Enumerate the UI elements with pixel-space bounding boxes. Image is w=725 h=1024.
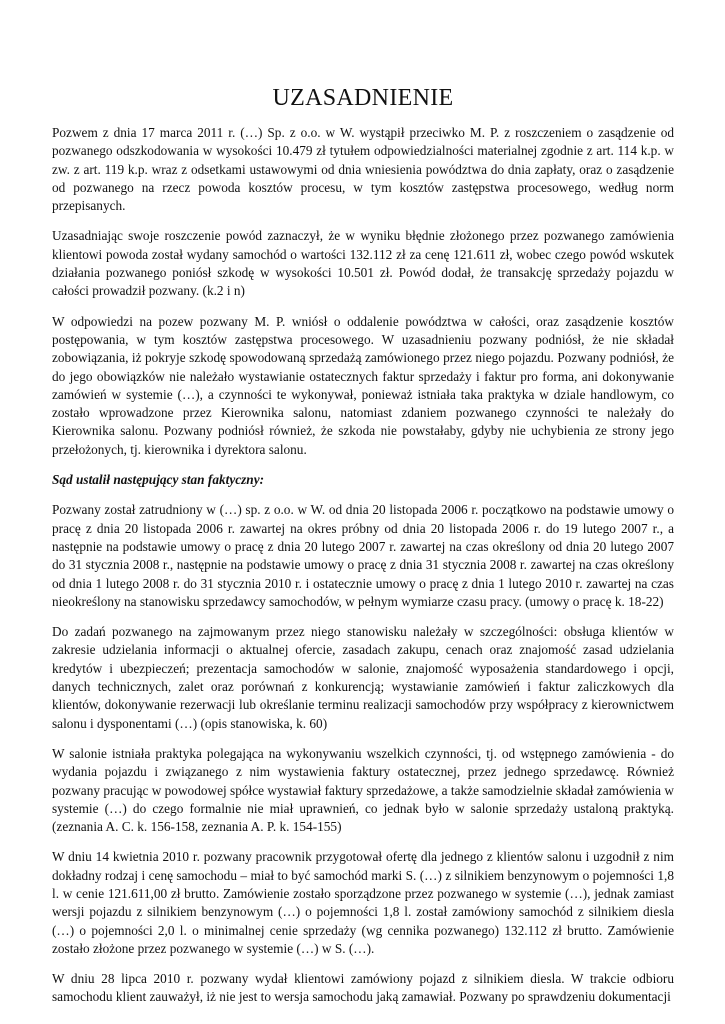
document-page [52, 84, 674, 1019]
paragraph-practice: W salonie istniała praktyka polegająca na wykonywaniu wszelkich czynności, tj. od wstępnego zamówienia - do wydania pojazdu i związanego z nim wystawienia faktury ostatecznej, przez jednego sprzedawcę. Również pozwany pracując w powodowej spółce wystawiał faktury sprzedażowe, a także samodzielnie składał zamówienia w systemie (…) do czego formalnie nie miał uprawnień, co jednak było w salonie sprzedaży ustaloną praktyką. (zeznania A. C. k. 156-158, zeznania A. P. k. 154-155) [52, 745, 674, 835]
paragraph-employment: Pozwany został zatrudniony w (…) sp. z o.o. w W. od dnia 20 listopada 2006 r. początkowo na podstawie umowy o pracę z dnia 20 listopada 2006 r. zawartej na okres próbny od dnia 20 listopada 2006 r. do 19 lutego 2007 r., a następnie na podstawie umowy o pracę z dnia 20 lutego 2007 r. zawartej na czas określony od dnia 20 lutego 2007 do 31 stycznia 2008 r., następnie na podstawie umowy o pracę z dnia 31 stycznia 2008 r. zawartej na czas określony od dnia 1 lutego 2008 r. do 31 stycznia 2010 r. i ostatecznie umowy o pracę z dnia 1 lutego 2010 r. zawartej na czas nieokreślony na stanowisku sprzedawcy samochodów, w pełnym wymiarze czasu pracy. (umowy o pracę k. 18-22) [52, 502, 674, 609]
paragraph-justification: Uzasadniając swoje roszczenie powód zaznaczył, że w wyniku błędnie złożonego przez pozwanego zamówienia klientowi powoda został wydany samochód o wartości 132.112 zł za cenę 121.611 zł, wobec czego powód wskutek działania pozwanego poniósł szkodę w wysokości 10.501 zł. Powód dodał, że transakcję sprzedaży pojazdu w całości prowadził pozwany. (k.2 i n) [52, 228, 674, 299]
paragraph-response: W odpowiedzi na pozew pozwany M. P. wniósł o oddalenie powództwa w całości, oraz zasądzenie kosztów postępowania, w tym kosztów zastępstwa procesowego. W uzasadnieniu pozwany podniósł, że nie składał zobowiązania, iż pokryje szkodę spowodowaną sprzedażą zamówionego przez niego pojazdu. Pozwany podniósł, że do jego obowiązków nie należało wystawianie ostatecznych faktur sprzedaży i faktur pro forma, ani dokonywanie zamówień w systemie (…), a czynności te wykonywał, ponieważ istniała taka praktyka w dziale handlowym, co zostało wprowadzone przez Kierownika salonu, natomiast zdaniem pozwanego czynności te należały do Kierownika salonu. Pozwany podniósł również, że szkoda nie powstałaby, gdyby nie uchybienia ze strony jego przełożonych, tj. kierownika i dyrektora salonu. [52, 313, 674, 457]
section-heading: Sąd ustalił następujący stan faktyczny: [52, 472, 265, 488]
document-title: UZASADNIENIE [272, 85, 454, 111]
paragraph-order: W dniu 14 kwietnia 2010 r. pozwany pracownik przygotował ofertę dla jednego z klientów salonu i uzgodnił z nim dokładny rodzaj i cenę samochodu – miał to być samochód marki S. (…) z silnikiem benzynowym o pojemności 1,8 l. w cenie 121.611,00 zł brutto. Zamówienie zostało sporządzone przez pozwanego w systemie (…), jednak zamiast wersji pojazdu z silnikiem benzynowym (…) o pojemności 1,8 l. został zamówiony samochód z silnikiem diesla (…) o pojemności 2,0 l. o minimalnej cenie sprzedaży (wg cennika pozwanego) 132.112 zł brutto. Zamówienie zostało złożone przez pozwanego w systemie (…) w S. (…). [52, 849, 674, 956]
paragraph-delivery: W dniu 28 lipca 2010 r. pozwany wydał klientowi zamówiony pojazd z silnikiem diesla. W trakcie odbioru samochodu klient zauważył, iż nie jest to wersja samochodu jaką zamawiał. Pozwany po sprawdzeniu dokumentacji [52, 971, 674, 1005]
paragraph-duties: Do zadań pozwanego na zajmowanym przez niego stanowisku należały w szczególności: obsługa klientów w zakresie udzielania informacji o aktualnej ofercie, zasadach zakupu, cenach oraz znajomość zasad udzielania kredytów i ubezpieczeń; prezentacja samochodów w salonie, znajomość wyposażenia standardowego i opcji, danych technicznych, zalet oraz porównań z konkurencją; wystawianie zamówień i faktur zaliczkowych dla klientów, dokonywanie rezerwacji lub określanie terminu realizacji samochodów przy współpracy z kierownictwem salonu i dysponentami (…) (opis stanowiska, k. 60) [52, 624, 674, 731]
paragraph-claim: Pozwem z dnia 17 marca 2011 r. (…) Sp. z o.o. w W. wystąpił przeciwko M. P. z roszczeniem o zasądzenie od pozwanego odszkodowania w wysokości 10.479 zł tytułem odpowiedzialności materialnej zgodnie z art. 114 k.p. w zw. z art. 119 k.p. wraz z odsetkami ustawowymi od dnia wniesienia powództwa do dnia zapłaty, oraz o zasądzenie od pozwanego na rzecz powoda kosztów procesu, w tym kosztów zastępstwa procesowego, według norm przepisanych. [52, 125, 674, 214]
